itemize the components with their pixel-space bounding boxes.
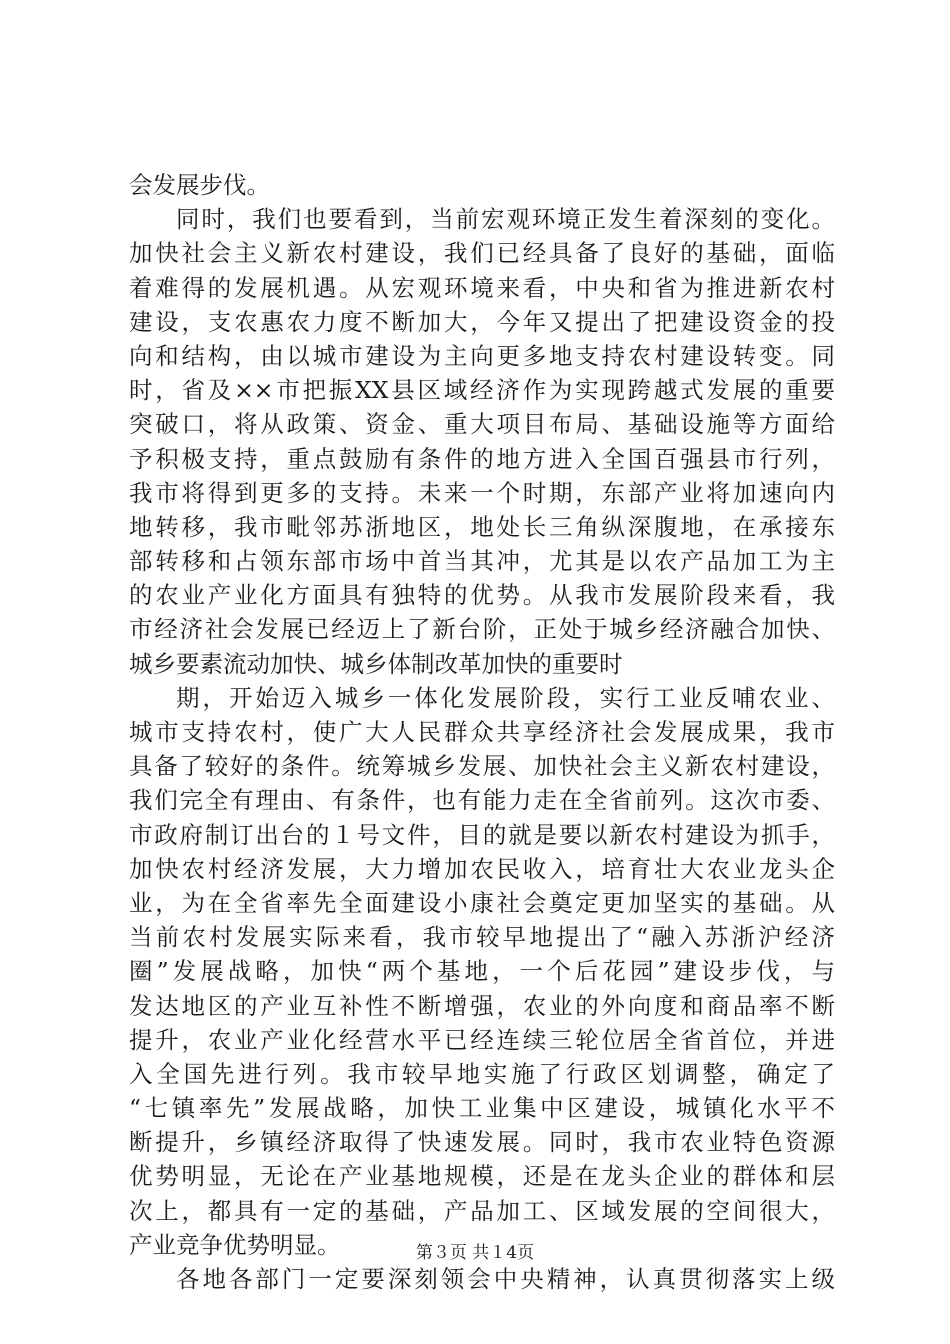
text-line: 当前农村发展实际来看，我市较早地提出了“融入苏浙沪经济 <box>129 923 835 952</box>
text-line: “七镇率先”发展战略，加快工业集中区建设，城镇化水平不 <box>129 1094 835 1123</box>
text-line: 予积极支持，重点鼓励有条件的地方进入全国百强县市行列， <box>129 444 835 473</box>
text-line: 具备了较好的条件。统筹城乡发展、加快社会主义新农村建设， <box>129 752 835 781</box>
text-line: 会发展步伐。 <box>129 171 270 199</box>
text-line: 入全国先进行列。我市较早地实施了行政区划调整，确定了 <box>129 1059 835 1088</box>
text-line: 突破口，将从政策、资金、重大项目布局、基础设施等方面给 <box>129 410 835 439</box>
text-line: 地转移，我市毗邻苏浙地区，地处长三角纵深腹地，在承接东 <box>129 512 835 541</box>
text-line: 的农业产业化方面具有独特的优势。从我市发展阶段来看，我 <box>129 581 835 610</box>
text-line: 次上，都具有一定的基础，产品加工、区域发展的空间很大， <box>129 1196 835 1225</box>
text-line: 城乡要素流动加快、城乡体制改革加快的重要时 <box>129 649 623 678</box>
text-line: 优势明显，无论在产业基地规模，还是在龙头企业的群体和层 <box>129 1162 835 1191</box>
text-line: 业，为在全省率先全面建设小康社会奠定更加坚实的基础。从 <box>129 888 835 917</box>
text-line: 着难得的发展机遇。从宏观环境来看，中央和省为推进新农村 <box>129 273 835 302</box>
text-line: 产业竞争优势明显。 <box>129 1230 341 1259</box>
text-line: 加快社会主义新农村建设，我们已经具备了良好的基础，面临 <box>129 239 835 268</box>
text-line: 我们完全有理由、有条件，也有能力走在全省前列。这次市委、 <box>129 786 835 815</box>
text-line: 城市支持农村，使广大人民群众共享经济社会发展成果，我市 <box>129 718 835 746</box>
text-line: 向和结构，由以城市建设为主向更多地支持农村建设转变。同 <box>129 341 835 370</box>
text-line: 提升，农业产业化经营水平已经连续三轮位居全省首位，并进 <box>129 1025 835 1054</box>
text-line: 建设，支农惠农力度不断加大，今年又提出了把建设资金的投 <box>129 307 835 336</box>
text-line: 部转移和占领东部市场中首当其冲，尤其是以农产品加工为主 <box>129 547 835 576</box>
text-line: 市政府制订出台的１号文件，目的就是要以新农村建设为抓手， <box>129 820 835 849</box>
text-line: 时，省及××市把振XX县区域经济作为实现跨越式发展的重要 <box>129 376 835 405</box>
page-footer: 第３页 共１4页 <box>415 1243 535 1263</box>
text-line: 各地各部门一定要深刻领会中央精神，认真贯彻落实上级 <box>176 1265 835 1293</box>
text-line: 市经济社会发展已经迈上了新台阶，正处于城乡经济融合加快、 <box>129 615 835 644</box>
text-line: 圈”发展战略，加快“两个基地，一个后花园”建设步伐，与 <box>129 957 835 986</box>
text-line: 加快农村经济发展，大力增加农民收入，培育壮大农业龙头企 <box>129 854 835 883</box>
text-line: 断提升，乡镇经济取得了快速发展。同时，我市农业特色资源 <box>129 1128 835 1157</box>
body-text <box>129 168 835 1296</box>
text-line: 期，开始迈入城乡一体化发展阶段，实行工业反哺农业、 <box>176 683 835 712</box>
text-line: 同时，我们也要看到，当前宏观环境正发生着深刻的变化。 <box>176 205 835 234</box>
text-line: 我市将得到更多的支持。未来一个时期，东部产业将加速向内 <box>129 478 835 507</box>
text-line: 发达地区的产业互补性不断增强，农业的外向度和商品率不断 <box>129 991 835 1020</box>
